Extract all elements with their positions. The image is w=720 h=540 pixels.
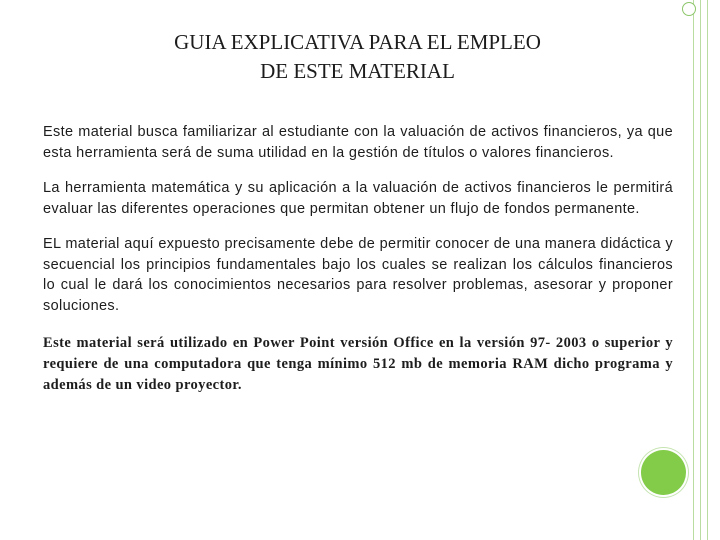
decorative-green-circle xyxy=(641,450,686,495)
right-border-line-outer xyxy=(700,0,701,540)
slide-title xyxy=(120,28,595,86)
paragraph-intro: Este material busca familiarizar al estudiante con la valuación de activos financieros, ya que esta herramienta será de suma utilidad en la gestión de títulos o valores financieros. xyxy=(43,124,673,161)
right-border-line-edge xyxy=(707,0,708,540)
title-line-2: DE ESTE MATERIAL xyxy=(260,59,455,83)
decorative-ring xyxy=(682,2,696,16)
paragraph-requirements: Este material será utilizado en Power Point versión Office en la versión 97- 2003 o superior y requiere de una computadora que tenga mínimo 512 mb de memoria RAM dicho programa y además de un video proyector. xyxy=(43,335,673,393)
paragraph-purpose: EL material aquí expuesto precisamente debe de permitir conocer de una manera didáctica y secuencial los principios fundamentales bajo los cuales se realizan los cálculos financieros lo cual le dará los conocimientos necesarios para resolver problemas, asesorar y proponer soluciones. xyxy=(43,236,673,314)
paragraph-tool: La herramienta matemática y su aplicación a la valuación de activos financieros le permitirá evaluar las diferentes operaciones que permitan obtener un flujo de fondos permanente. xyxy=(43,180,673,217)
slide-body xyxy=(43,122,673,411)
title-line-1: GUIA EXPLICATIVA PARA EL EMPLEO xyxy=(174,30,541,54)
right-border-line xyxy=(693,0,694,540)
